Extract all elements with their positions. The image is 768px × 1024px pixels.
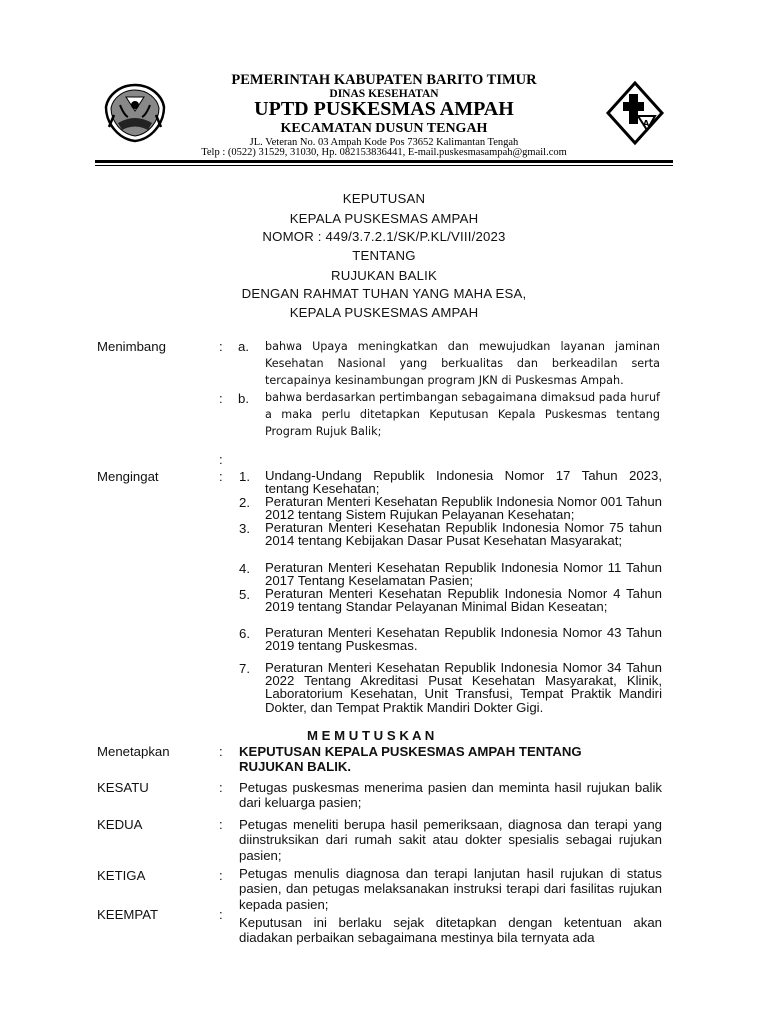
heading-nomor: NOMOR : 449/3.7.2.1/SK/P.KL/VIII/2023 xyxy=(262,229,506,244)
kesatu-text: Petugas puskesmas menerima pasien dan meminta hasil rujukan balik dari keluarga pasien; xyxy=(239,780,662,811)
ketiga-colon: : xyxy=(219,868,223,883)
kesatu-colon: : xyxy=(219,780,223,795)
menetapkan-text: KEPUTUSAN KEPALA PUSKESMAS AMPAH TENTANG RUJUKAN BALIK. xyxy=(239,744,582,775)
heading-kepala-2: KEPALA PUSKESMAS AMPAH xyxy=(289,305,479,320)
mengingat-item-text: Peraturan Menteri Kesehatan Republik Indonesia Nomor 34 Tahun 2022 Tentang Akreditasi Pusat Kesehatan Masyarakat, Klinik, Laboratorium Kesehatan, Unit Transfusi, Tempat Praktik Mandiri Dokter, dan Tempat Praktik Mandiri Dokter Gigi. xyxy=(265,660,662,715)
ketiga-label: KETIGA xyxy=(97,868,146,883)
mengingat-colon: : xyxy=(219,469,223,484)
menimbang-b-colon: : xyxy=(219,391,223,406)
heading-invocation: DENGAN RAHMAT TUHAN YANG MAHA ESA, xyxy=(241,286,527,301)
kedua-text: Petugas meneliti berupa hasil pemeriksaan, diagnosa dan terapi yang diinstruksikan dari rumah sakit atau dokter spesialis sebagai rujukan pasien; xyxy=(239,817,662,863)
menimbang-colon: : xyxy=(219,339,223,354)
menetapkan-label: Menetapkan xyxy=(97,744,170,759)
mengingat-extra-colon: : xyxy=(219,452,223,467)
kedua-label: KEDUA xyxy=(97,817,143,832)
mengingat-item-number: 5. xyxy=(239,587,250,602)
heading-keputusan: KEPUTUSAN xyxy=(342,191,426,206)
keempat-label: KEEMPAT xyxy=(97,907,159,922)
letterhead-divider-thin xyxy=(95,165,673,166)
keempat-text: Keputusan ini berlaku sejak ditetapkan dengan ketentuan akan diadakan perbaikan sebagaimana mestinya bila ternyata ada xyxy=(239,915,662,946)
ketiga-text: Petugas menulis diagnosa dan terapi lanjutan hasil rujukan di status pasien, dan petugas melaksanakan instruksi terapi dari fasilitas rujukan kepada pasien; xyxy=(239,866,662,912)
letterhead-government: PEMERINTAH KABUPATEN BARITO TIMUR xyxy=(231,72,537,88)
letterhead-institution: UPTD PUSKESMAS AMPAH xyxy=(254,98,514,120)
svg-text:A: A xyxy=(643,119,650,128)
letterhead-contact: Telp : (0522) 31529, 31030, Hp. 082153836441, E-mail.puskesmasampah@gmail.com xyxy=(201,147,567,158)
heading-tentang: TENTANG xyxy=(352,248,416,263)
kesatu-label: KESATU xyxy=(97,780,149,795)
mengingat-item-text: Peraturan Menteri Kesehatan Republik Indonesia Nomor 11 Tahun 2017 Tentang Keselamatan Pasien; xyxy=(265,560,662,589)
letterhead-district: KECAMATAN DUSUN TENGAH xyxy=(280,121,488,136)
mengingat-item-text: Undang-Undang Republik Indonesia Nomor 17 Tahun 2023, tentang Kesehatan; xyxy=(265,468,662,497)
menimbang-b-letter: b. xyxy=(238,391,249,406)
mengingat-item-number: 3. xyxy=(239,521,250,536)
heading-kepala: KEPALA PUSKESMAS AMPAH xyxy=(289,211,479,226)
keempat-colon: : xyxy=(219,907,223,922)
heading-subject: RUJUKAN BALIK xyxy=(331,268,437,283)
memutuskan-heading: M E M U T U S K A N xyxy=(307,728,435,743)
menimbang-b-text: bahwa berdasarkan pertimbangan sebagaimana dimaksud pada huruf a maka perlu ditetapkan Keputusan Kepala Puskesmas tentang Program Rujuk Balik; xyxy=(265,391,660,438)
mengingat-item-number: 2. xyxy=(239,495,250,510)
menimbang-a-letter: a. xyxy=(238,339,249,354)
mengingat-item-number: 7. xyxy=(239,661,250,676)
mengingat-item-text: Peraturan Menteri Kesehatan Republik Indonesia Nomor 75 tahun 2014 tentang Kebijakan Dasar Pusat Kesehatan Masyarakat; xyxy=(265,520,662,549)
mengingat-item-text: Peraturan Menteri Kesehatan Republik Indonesia Nomor 001 Tahun 2012 tentang Sistem Rujukan Pelayanan Kesehatan; xyxy=(265,494,662,523)
mengingat-item-number: 6. xyxy=(239,626,250,641)
mengingat-item-number: 4. xyxy=(239,561,250,576)
kedua-colon: : xyxy=(219,817,223,832)
letterhead-address: JL. Veteran No. 03 Ampah Kode Pos 73652 Kalimantan Tengah xyxy=(249,137,519,148)
menimbang-label: Menimbang xyxy=(97,339,166,354)
letterhead-department: DINAS KESEHATAN xyxy=(329,88,439,100)
mengingat-item-text: Peraturan Menteri Kesehatan Republik Indonesia Nomor 43 Tahun 2019 tentang Puskesmas. xyxy=(265,625,662,654)
menetapkan-colon: : xyxy=(219,744,223,759)
mengingat-item-text: Peraturan Menteri Kesehatan Republik Indonesia Nomor 4 Tahun 2019 tentang Standar Pelayanan Minimal Bidan Keseatan; xyxy=(265,586,662,615)
mengingat-item-number: 1. xyxy=(239,469,250,484)
letterhead-divider-thick xyxy=(95,160,673,163)
mengingat-label: Mengingat xyxy=(97,469,159,484)
menimbang-a-text: bahwa Upaya meningkatkan dan mewujudkan layanan jaminan Kesehatan Nasional yang berkualitas dan berkeadilan serta tercapainya kesinambungan program JKN di Puskesmas Ampah. xyxy=(265,340,660,387)
